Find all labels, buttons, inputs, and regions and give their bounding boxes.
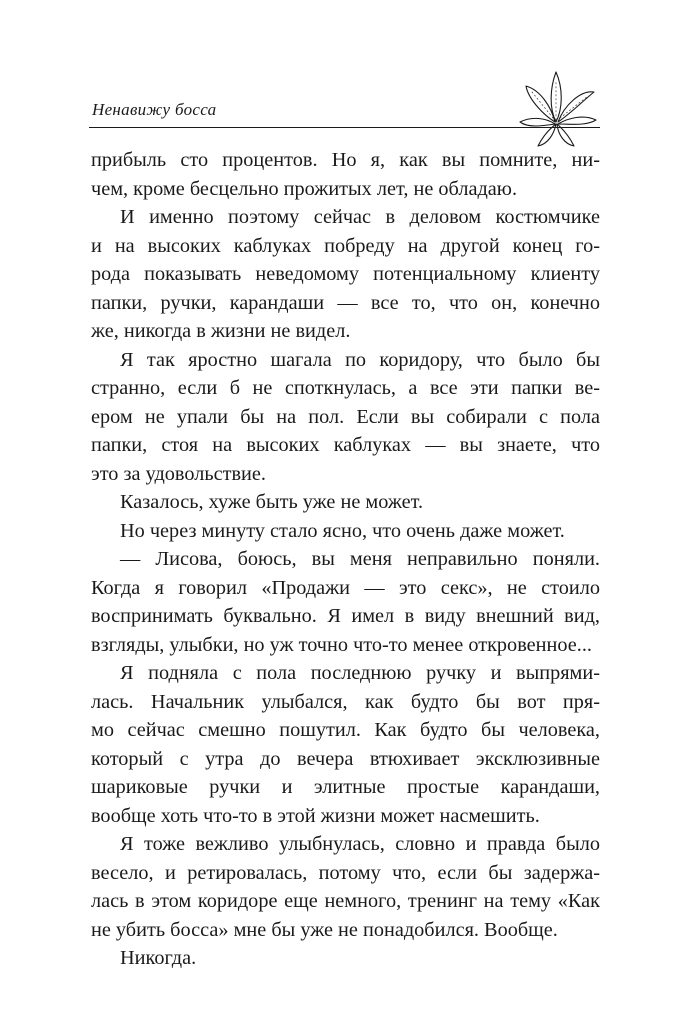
text-line: ером не упали бы на пол. Если вы собирали с пола bbox=[91, 405, 600, 428]
text-line: чем, кроме бесцельно прожитых лет, не обладаю. bbox=[91, 177, 518, 200]
text-line: — Лисова, боюсь, вы меня неправильно поняли. bbox=[120, 548, 600, 570]
text-line: рода показывать неведомому потенциальному клиенту bbox=[91, 263, 600, 285]
text-line: воспринимать буквально. Я имел в виду внешний вид, bbox=[91, 605, 600, 627]
text-line: же, никогда в жизни не видел. bbox=[91, 320, 351, 342]
text-line: мо сейчас смешно пошутил. Как будто бы человека, bbox=[91, 719, 600, 741]
text-line: который с утра до вечера втюхивает эксклюзивные bbox=[91, 747, 600, 770]
text-line: и на высоких каблуках побреду на другой конец го- bbox=[91, 234, 600, 257]
text-line: Казалось, хуже быть уже не может. bbox=[120, 491, 424, 513]
text-line: Когда я говорил «Продажи — это секс», не стоило bbox=[91, 576, 600, 599]
text-line: лась в этом коридоре еще немного, тренинг на тему «Как bbox=[91, 890, 600, 912]
text-line: папки, стоя на высоких каблуках — вы знаете, что bbox=[91, 434, 600, 456]
text-line: это за удовольствие. bbox=[91, 462, 266, 485]
text-line: шариковые ручки и элитные простые карандаши, bbox=[91, 776, 600, 798]
body-text bbox=[91, 146, 600, 973]
text-line: Я так яростно шагала по коридору, что было бы bbox=[120, 348, 600, 371]
text-line: вообще хоть что-то в этой жизни может насмешить. bbox=[91, 804, 540, 827]
text-line: не убить босса» мне бы уже не понадобился. Вообще. bbox=[91, 918, 558, 941]
text-line: Никогда. bbox=[120, 947, 197, 969]
text-line: Я тоже вежливо улыбнулась, словно и правда было bbox=[120, 833, 600, 855]
running-title: Ненавижу босса bbox=[92, 100, 217, 119]
text-line: И именно поэтому сейчас в деловом костюмчике bbox=[120, 206, 600, 228]
text-line: лась. Начальник улыбался, как будто бы вот пря- bbox=[91, 690, 600, 713]
text-line: Но через минуту стало ясно, что очень даже может. bbox=[120, 519, 565, 542]
text-line: взгляды, улыбки, но уж точно что-то менее откровенное... bbox=[91, 633, 592, 656]
text-line: странно, если б не споткнулась, а все эти папки ве- bbox=[91, 377, 600, 399]
header-rule bbox=[89, 127, 600, 128]
text-line: папки, ручки, карандаши — все то, что он, конечно bbox=[91, 291, 600, 314]
text-line: весело, и ретировалась, потому что, если бы задержа- bbox=[91, 861, 600, 884]
text-line: прибыль сто процентов. Но я, как вы помните, ни- bbox=[91, 149, 600, 171]
text-line: Я подняла с пола последнюю ручку и выпрями- bbox=[120, 662, 600, 684]
lotus-flower-icon bbox=[516, 66, 600, 150]
